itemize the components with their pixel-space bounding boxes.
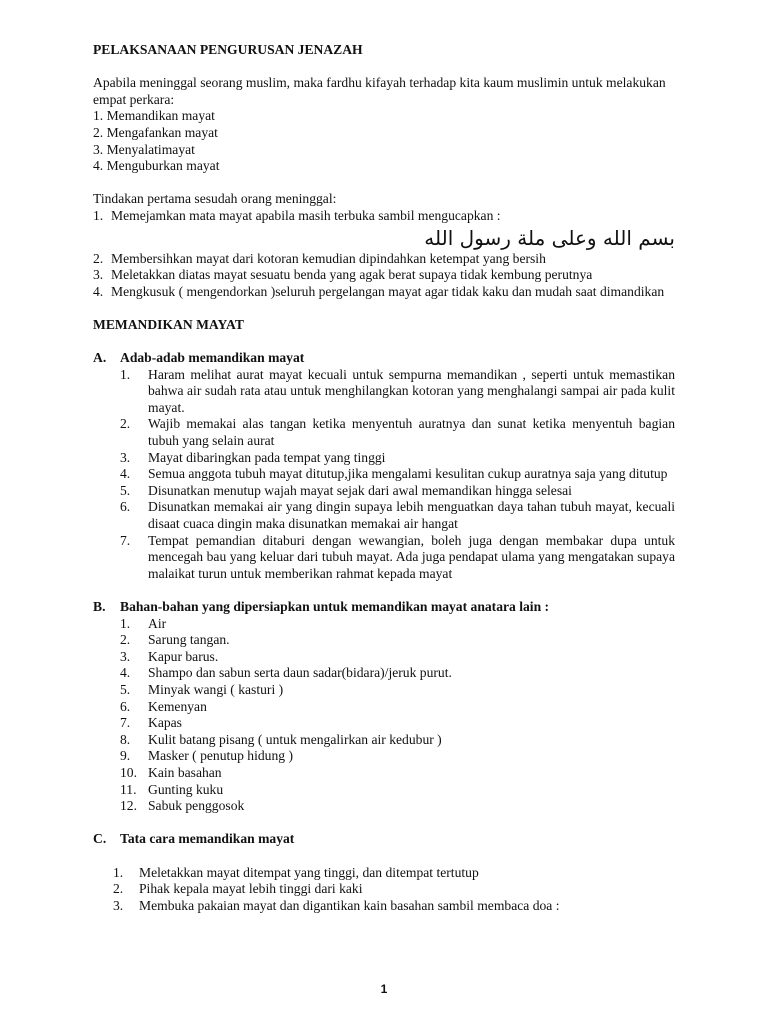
list-item-text: Kapur barus. xyxy=(148,648,219,664)
section-letter: A. xyxy=(93,350,107,366)
intro-item: 3. Menyalatimayat xyxy=(93,141,195,157)
list-item xyxy=(120,483,675,500)
list-item xyxy=(93,208,675,225)
list-item-number: 2. xyxy=(113,881,124,897)
list-item-number: 1. xyxy=(93,207,104,223)
list-item-text: Kain basahan xyxy=(148,764,222,780)
memandikan-heading: MEMANDIKAN MAYAT xyxy=(93,316,244,332)
list-item-text: Masker ( penutup hidung ) xyxy=(148,748,293,764)
list-item xyxy=(120,798,675,815)
list-item-text: Kemenyan xyxy=(148,698,207,714)
page-number: 1 xyxy=(380,982,388,996)
list-item-number: 1. xyxy=(120,615,131,631)
section-b-heading xyxy=(93,599,675,616)
list-item-text: Wajib memakai alas tangan ketika menyentuh auratnya dan sunat ketika menyentuh bagian tubuh yang selain aurat xyxy=(148,416,675,449)
list-item xyxy=(120,466,675,483)
list-item-text: Sabuk penggosok xyxy=(148,798,245,814)
document-title: PELAKSANAAN PENGURUSAN JENAZAH xyxy=(93,42,363,57)
section-c-heading xyxy=(93,831,675,848)
list-item-number: 2. xyxy=(120,416,131,432)
list-item-text: Meletakkan mayat ditempat yang tinggi, dan ditempat tertutup xyxy=(139,864,479,880)
list-item xyxy=(120,367,675,417)
list-item-number: 3. xyxy=(113,897,124,913)
list-item xyxy=(93,267,675,284)
list-item xyxy=(120,732,675,749)
intro-text: Apabila meninggal seorang muslim, maka fardhu kifayah terhadap kita kaum muslimin untuk melakukan empat perkara: xyxy=(93,75,666,107)
list-item xyxy=(120,649,675,666)
list-item-number: 4. xyxy=(120,665,131,681)
list-item-number: 12. xyxy=(120,798,137,814)
list-item xyxy=(120,616,675,633)
list-item-text: Meletakkan diatas mayat sesuatu benda yang agak berat supaya tidak kembung perutnya xyxy=(111,267,593,283)
section-title: Tata cara memandikan mayat xyxy=(120,831,295,847)
list-item xyxy=(120,782,675,799)
section-a-heading xyxy=(93,350,675,367)
section-letter: C. xyxy=(93,831,107,847)
list-item xyxy=(120,682,675,699)
section-title: Adab-adab memandikan mayat xyxy=(120,350,305,366)
list-item-number: 7. xyxy=(120,532,131,548)
list-item-number: 4. xyxy=(93,283,104,299)
intro-item: 4. Menguburkan mayat xyxy=(93,158,220,174)
list-item xyxy=(120,416,675,449)
list-item-number: 9. xyxy=(120,748,131,764)
list-item-text: Sarung tangan. xyxy=(148,632,230,648)
intro-item: 2. Mengafankan mayat xyxy=(93,124,218,140)
list-item xyxy=(120,665,675,682)
list-item-text: Haram melihat aurat mayat kecuali untuk sempurna memandikan , seperti untuk memastikan bahwa air sudah rata atau untuk menghilangkan kotoran yang menghalangi sampai air pada kulit mayat. xyxy=(148,366,675,415)
list-item-text: Semua anggota tubuh mayat ditutup,jika mengalami kesulitan cukup auratnya saja yang ditutup xyxy=(148,466,668,482)
list-item-number: 5. xyxy=(120,482,131,498)
document-body xyxy=(93,42,675,914)
list-item-text: Tempat pemandian ditaburi dengan wewangian, boleh juga dengan membakar dupa untuk mencegah bau yang keluar dari tubuh mayat. Ada juga pendapat ulama yang mengatakan supaya malaikat turun untuk memberikan rahmat kepada mayat xyxy=(148,532,675,581)
list-item-number: 6. xyxy=(120,698,131,714)
list-item-number: 3. xyxy=(120,449,131,465)
list-item-text: Disunatkan menutup wajah mayat sejak dari awal memandikan hingga selesai xyxy=(148,482,572,498)
list-item-number: 11. xyxy=(120,781,137,797)
list-item xyxy=(120,499,675,532)
list-item-text: Kulit batang pisang ( untuk mengalirkan air kedubur ) xyxy=(148,731,442,747)
list-item-number: 1. xyxy=(113,864,124,880)
list-item xyxy=(120,533,675,583)
list-item xyxy=(113,881,675,898)
list-item-text: Mayat dibaringkan pada tempat yang tinggi xyxy=(148,449,386,465)
list-item-number: 2. xyxy=(93,250,104,266)
list-item xyxy=(113,865,675,882)
list-item-number: 10. xyxy=(120,764,137,780)
list-item-text: Shampo dan sabun serta daun sadar(bidara)/jeruk purut. xyxy=(148,665,452,681)
arabic-basmalah: بسم الله وعلى ملة رسول الله xyxy=(424,225,675,250)
list-item-text: Disunatkan memakai air yang dingin supaya lebih menguatkan daya tahan tubuh mayat, kecuali disaat cuaca dingin maka disunatkan memakai air hangat xyxy=(148,499,675,532)
list-item-number: 2. xyxy=(120,632,131,648)
list-item-number: 7. xyxy=(120,715,131,731)
list-item-text: Mengkusuk ( mengendorkan )seluruh pergelangan mayat agar tidak kaku dan mudah saat dimandikan xyxy=(111,283,665,299)
list-item-number: 4. xyxy=(120,466,131,482)
list-item xyxy=(113,898,675,915)
list-item-text: Pihak kepala mayat lebih tinggi dari kaki xyxy=(139,881,363,897)
section-letter: B. xyxy=(93,599,106,614)
list-item-text: Membuka pakaian mayat dan digantikan kain basahan sambil membaca doa : xyxy=(139,897,560,913)
list-item xyxy=(120,450,675,467)
section-a-list xyxy=(93,367,675,583)
list-item xyxy=(120,748,675,765)
list-item-number: 3. xyxy=(93,267,104,283)
list-item-number: 5. xyxy=(120,681,131,697)
list-item-number: 6. xyxy=(120,499,131,515)
list-item-number: 1. xyxy=(120,366,131,382)
intro-item: 1. Memandikan mayat xyxy=(93,108,215,124)
list-item-text: Kapas xyxy=(148,715,182,731)
list-item-text: Membersihkan mayat dari kotoran kemudian dipindahkan ketempat yang bersih xyxy=(111,250,546,266)
list-item xyxy=(93,251,675,268)
list-item-text: Memejamkan mata mayat apabila masih terbuka sambil mengucapkan : xyxy=(111,207,501,223)
list-item-number: 3. xyxy=(120,648,131,664)
list-item-text: Gunting kuku xyxy=(148,781,224,797)
list-item xyxy=(120,699,675,716)
section-b-list xyxy=(93,616,675,815)
list-item-number: 8. xyxy=(120,731,131,747)
list-item-text: Air xyxy=(148,615,167,631)
list-item xyxy=(93,284,675,301)
list-item xyxy=(120,715,675,732)
list-item xyxy=(120,632,675,649)
list-item-text: Minyak wangi ( kasturi ) xyxy=(148,681,284,697)
section-title: Bahan-bahan yang dipersiapkan untuk memandikan mayat anatara lain : xyxy=(120,599,550,614)
list-item xyxy=(120,765,675,782)
tindakan-heading: Tindakan pertama sesudah orang meninggal: xyxy=(93,191,337,207)
section-c-list xyxy=(93,865,675,915)
